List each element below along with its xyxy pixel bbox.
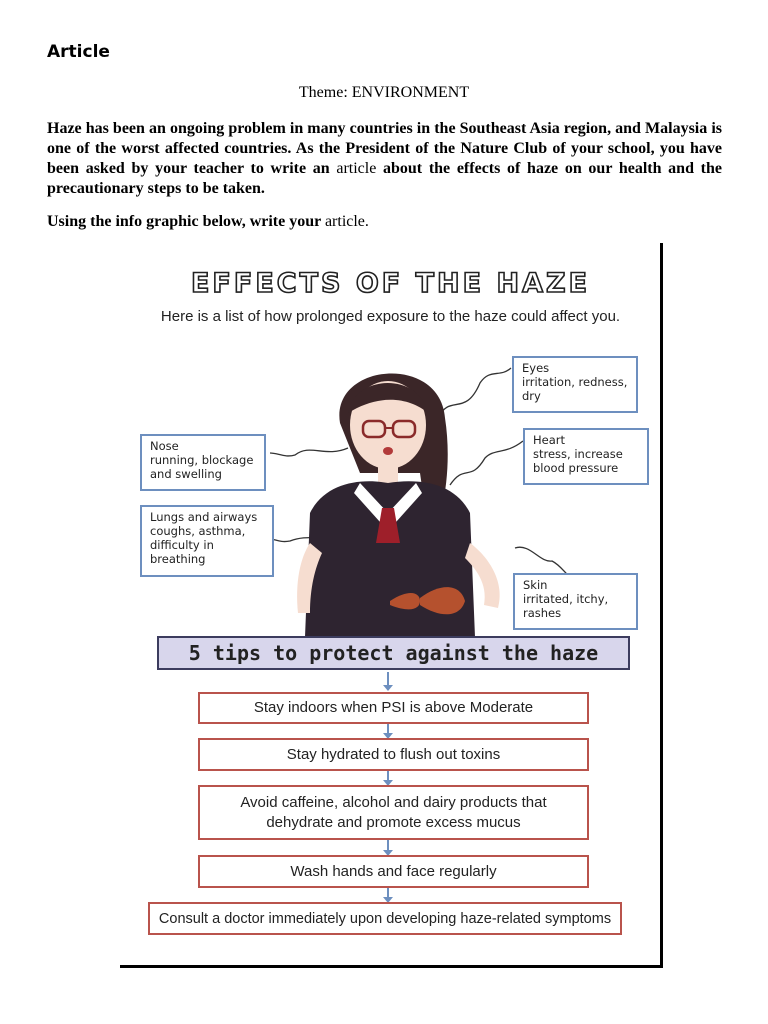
- haze-infographic: [120, 243, 661, 966]
- article-heading: Article: [47, 42, 110, 62]
- callout-skin: [513, 573, 638, 630]
- task-paragraph-article-word: article: [336, 160, 377, 177]
- callout-lungs-title: Lungs and airways: [150, 510, 258, 524]
- callout-eyes-title: Eyes: [522, 361, 550, 375]
- tip-5: Consult a doctor immediately upon developing haze-related symptoms: [148, 902, 622, 935]
- arrow-down-icon: [387, 724, 389, 734]
- infographic-frame-right: [660, 243, 663, 968]
- callout-heart-line-1: stress, increase: [533, 447, 623, 461]
- tip-4: Wash hands and face regularly: [198, 855, 589, 888]
- callout-heart-line-2: blood pressure: [533, 461, 619, 475]
- girl-illustration: [270, 343, 510, 637]
- callout-lungs: [140, 505, 274, 577]
- callout-lungs-line-1: coughs, asthma,: [150, 524, 246, 538]
- callout-nose-line-2: and swelling: [150, 467, 222, 481]
- callout-heart-title: Heart: [533, 433, 566, 447]
- tips-title: 5 tips to protect against the haze: [157, 636, 630, 670]
- callout-eyes: [512, 356, 638, 413]
- instruction-article-word: article.: [324, 213, 369, 230]
- callout-skin-line-1: irritated, itchy,: [523, 592, 609, 606]
- callout-skin-title: Skin: [523, 578, 548, 592]
- callout-lungs-line-2: difficulty in: [150, 538, 214, 552]
- task-paragraph-part1: Haze has been an ongoing problem in many countries in the Southeast Asia region, and Malaysia is one of the worst affected countries. As the President of the Nature Club of your school, you have been asked by your teacher to write an: [47, 120, 722, 177]
- callout-skin-line-2: rashes: [523, 606, 562, 620]
- instruction-line: [47, 213, 369, 231]
- infographic-frame-bottom: [120, 965, 663, 968]
- arrow-down-icon: [387, 771, 389, 781]
- infographic-title: EFFECTS OF THE HAZE: [190, 268, 591, 299]
- instruction-part1: Using the info graphic below, write your: [47, 213, 325, 230]
- callout-heart: [523, 428, 649, 485]
- theme-line: Theme: ENVIRONMENT: [298, 84, 470, 101]
- task-paragraph-part2: about the effects of haze on our health and the precautionary steps to be taken.: [47, 160, 722, 197]
- connector-skin: [515, 547, 568, 575]
- callout-eyes-line-1: irritation, redness,: [522, 375, 628, 389]
- callout-eyes-line-2: dry: [522, 389, 541, 403]
- arrow-down-icon: [387, 888, 389, 898]
- tip-1: Stay indoors when PSI is above Moderate: [198, 692, 589, 724]
- tip-3: Avoid caffeine, alcohol and dairy products that dehydrate and promote excess mucus: [198, 785, 589, 840]
- tip-2: Stay hydrated to flush out toxins: [198, 738, 589, 771]
- arrow-down-icon: [387, 672, 389, 686]
- task-paragraph: [47, 119, 722, 199]
- arrow-down-icon: [387, 840, 389, 851]
- infographic-subtitle: Here is a list of how prolonged exposure to the haze could affect you.: [160, 308, 621, 325]
- callout-nose-line-1: running, blockage: [150, 453, 254, 467]
- callout-nose-title: Nose: [150, 439, 179, 453]
- callout-lungs-line-3: breathing: [150, 552, 206, 566]
- callout-nose: [140, 434, 266, 491]
